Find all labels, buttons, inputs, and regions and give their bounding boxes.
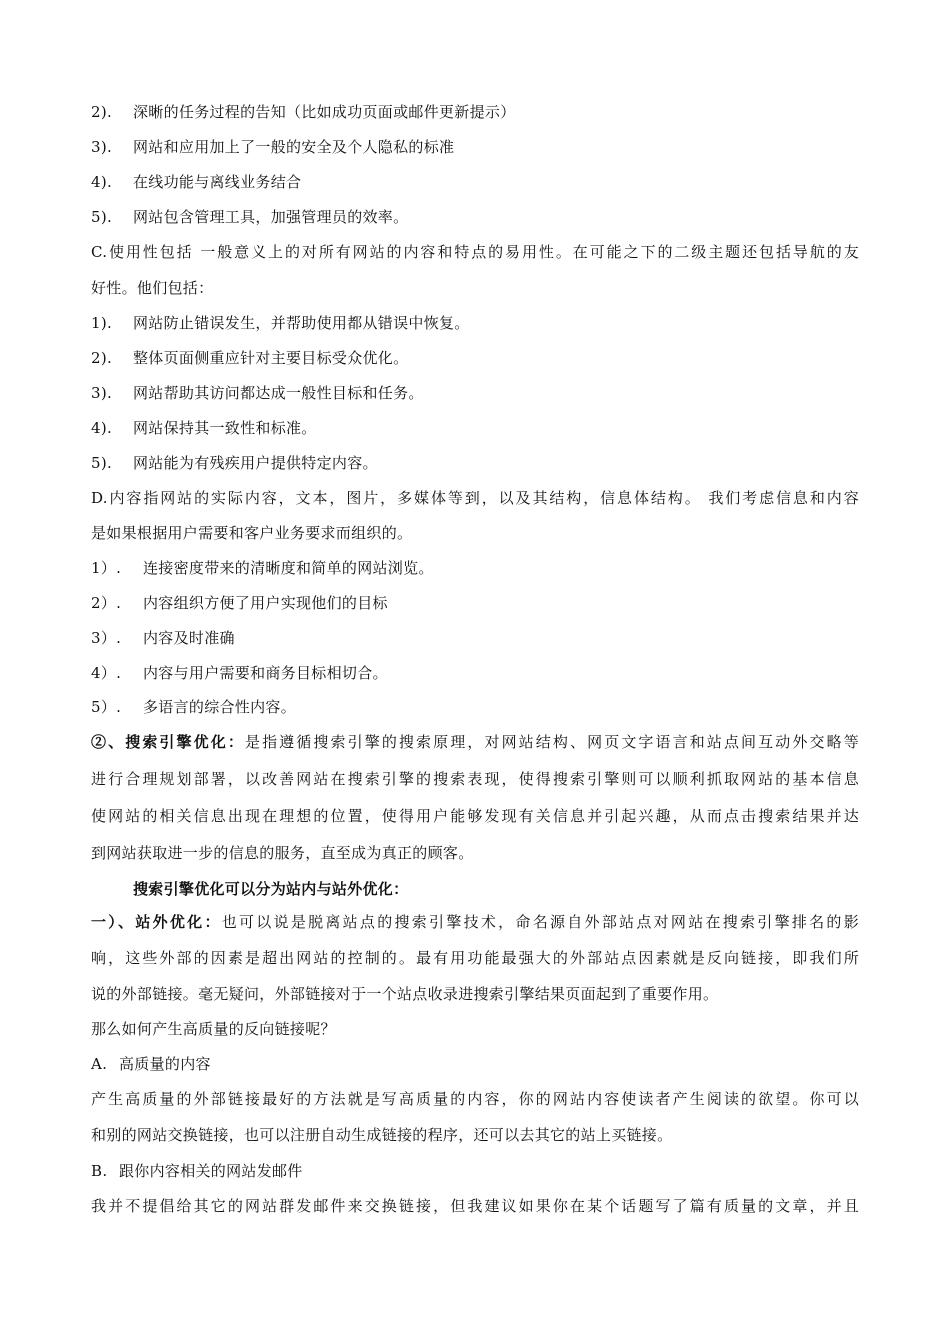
list-item xyxy=(91,383,424,403)
list-text: 内容及时准确 xyxy=(143,629,235,647)
list-number: B. xyxy=(91,1162,108,1180)
paragraph-line: 是如果根据用户需要和客户业务要求而组织的。 xyxy=(91,524,413,542)
list-item xyxy=(91,1161,303,1181)
list-number: 4）. xyxy=(91,664,122,682)
list-number: 5). xyxy=(91,454,113,472)
list-item xyxy=(91,697,296,717)
subheading: 搜索引擎优化可以分为站内与站外优化： xyxy=(133,880,409,898)
list-item xyxy=(91,172,301,192)
list-text: 网站包含管理工具，加强管理员的效率。 xyxy=(133,208,409,226)
list-text: 网站能为有残疾用户提供特定内容。 xyxy=(133,454,378,472)
list-number: 3). xyxy=(91,384,113,402)
list-text: 多语言的综合性内容。 xyxy=(143,698,297,716)
list-text: 深晰的任务过程的告知（比如成功页面或邮件更新提示） xyxy=(133,103,516,121)
list-text: 网站保持其一致性和标准。 xyxy=(133,419,317,437)
list-item xyxy=(91,628,235,648)
paragraph-line: 响，这些外部的因素是超出网站的控制的。最有用功能最强大的外部站点因素就是反向链接，即我们所 xyxy=(91,949,859,967)
section-heading: ②、搜索引擎优化： xyxy=(91,733,245,751)
list-number: 5）. xyxy=(91,698,122,716)
paragraph-text: 也可以说是脱离站点的搜索引擎技术，命名源自外部站点对网站在搜索引擎排名的影 xyxy=(221,913,859,931)
list-item xyxy=(91,558,434,578)
list-number: 5). xyxy=(91,208,113,226)
list-number: 4). xyxy=(91,419,113,437)
paragraph-line: 到网站获取进一步的信息的服务，直至成为真正的顾客。 xyxy=(91,844,474,862)
paragraph-line: 和别的网站交换链接，也可以注册自动生成链接的程序，还可以去其它的站上买链接。 xyxy=(91,1126,673,1144)
list-number: 3). xyxy=(91,138,113,156)
list-text: 跟你内容相关的网站发邮件 xyxy=(119,1162,303,1180)
list-text: 内容与用户需要和商务目标相切合。 xyxy=(143,664,388,682)
paragraph-line: 那么如何产生高质量的反向链接呢？ xyxy=(91,1020,336,1038)
list-number: 2). xyxy=(91,103,113,121)
paragraph-text: 是指遵循搜索引擎的搜索原理，对网站结构、网页文字语言和站点间互动外交略等 xyxy=(244,733,859,751)
list-number: A. xyxy=(91,1055,108,1073)
list-item xyxy=(91,663,388,683)
list-item xyxy=(91,418,317,438)
list-text: 高质量的内容 xyxy=(119,1055,211,1073)
paragraph-line xyxy=(91,912,859,932)
list-number: 4). xyxy=(91,173,113,191)
list-text: 内容组织方便了用户实现他们的目标 xyxy=(143,594,388,612)
list-item xyxy=(91,313,470,333)
paragraph-line: 说的外部链接。毫无疑问，外部链接对于一个站点收录进搜索引擎结果页面起到了重要作用。 xyxy=(91,985,719,1003)
paragraph-line xyxy=(91,732,859,752)
list-item xyxy=(91,1054,211,1074)
paragraph-line: 好性。他们包括： xyxy=(91,279,214,297)
list-number: 1）. xyxy=(91,559,122,577)
list-text: 连接密度带来的清晰度和简单的网站浏览。 xyxy=(143,559,434,577)
list-item xyxy=(91,207,408,227)
list-item xyxy=(91,348,408,368)
paragraph-line: C.使用性包括 一般意义上的对所有网站的内容和特点的易用性。在可能之下的二级主题还包括导航的友 xyxy=(91,243,859,261)
list-item xyxy=(91,593,388,613)
list-number: 2）. xyxy=(91,594,122,612)
list-number: 2). xyxy=(91,349,113,367)
list-item xyxy=(91,453,378,473)
list-text: 网站帮助其访问都达成一般性目标和任务。 xyxy=(133,384,424,402)
list-item xyxy=(91,102,516,122)
paragraph-line: 进行合理规划部署，以改善网站在搜索引擎的搜索表现，使得搜索引擎则可以顺利抓取网站的基本信息 xyxy=(91,770,859,788)
list-text: 整体页面侧重应针对主要目标受众优化。 xyxy=(133,349,409,367)
paragraph-line: 我并不提倡给其它的网站群发邮件来交换链接，但我建议如果你在某个话题写了篇有质量的文章，并且 xyxy=(91,1197,859,1215)
section-heading: 一）、站外优化： xyxy=(91,913,222,931)
list-text: 网站和应用加上了一般的安全及个人隐私的标准 xyxy=(133,138,455,156)
list-number: 1). xyxy=(91,314,113,332)
paragraph-line: 产生高质量的外部链接最好的方法就是写高质量的内容，你的网站内容使读者产生阅读的欲望。你可以 xyxy=(91,1090,859,1108)
list-number: 3）. xyxy=(91,629,122,647)
list-item xyxy=(91,137,454,157)
paragraph-line: D.内容指网站的实际内容，文本，图片，多媒体等到，以及其结构，信息体结构。 我们考虑信息和内容 xyxy=(91,489,859,507)
list-text: 网站防止错误发生，并帮助使用都从错误中恢复。 xyxy=(133,314,470,332)
list-text: 在线功能与离线业务结合 xyxy=(133,173,302,191)
paragraph-line: 使网站的相关信息出现在理想的位置，使得用户能够发现有关信息并引起兴趣，从而点击搜索结果并达 xyxy=(91,807,859,825)
